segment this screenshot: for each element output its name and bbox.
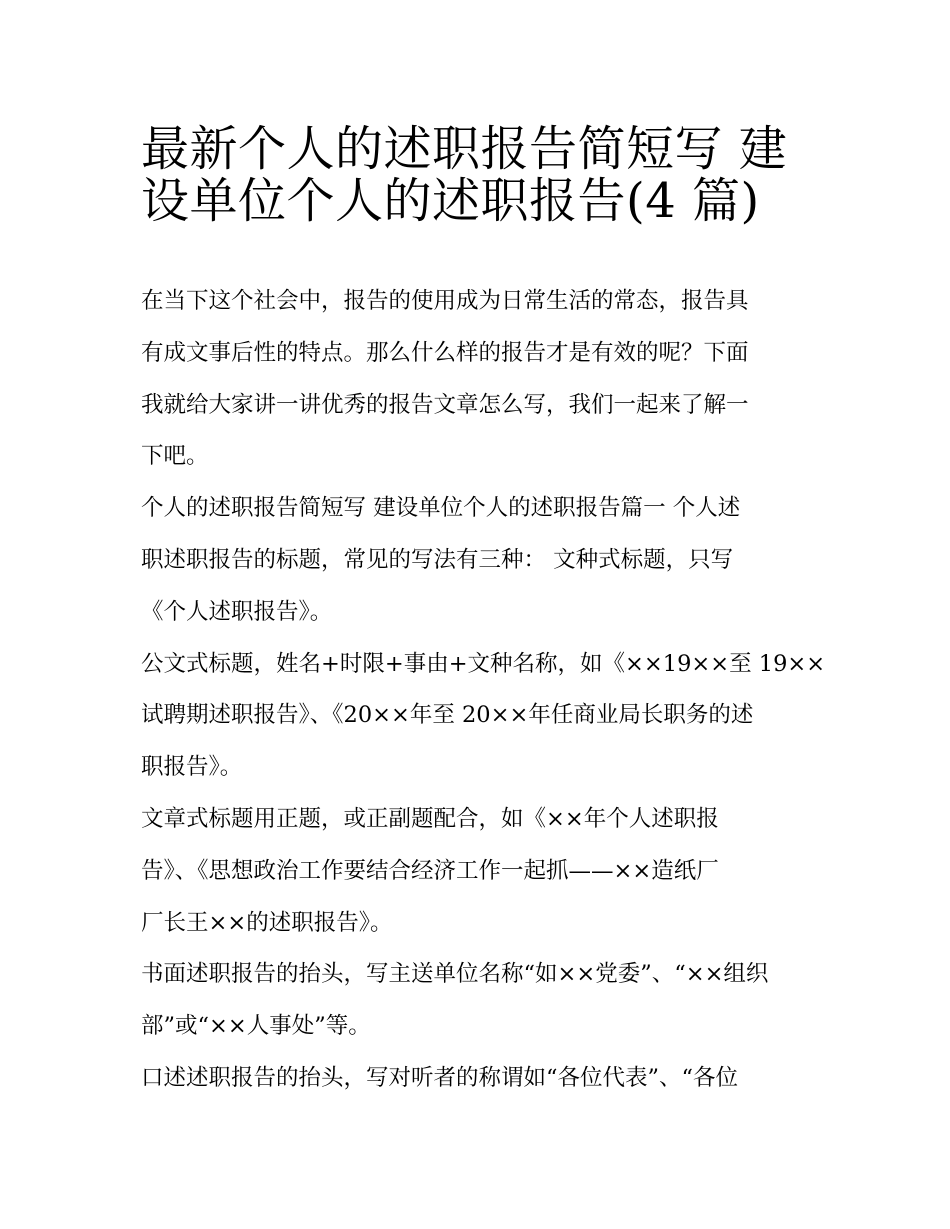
body-line: 书面述职报告的抬头，写主送单位名称“如××党委”、“××组织 bbox=[141, 961, 769, 988]
document-body bbox=[141, 276, 826, 1105]
body-line: 口述述职报告的抬头，写对听者的称谓如“各位代表”、“各位 bbox=[141, 1064, 739, 1091]
body-line: 厂长王××的述职报告》。 bbox=[141, 909, 393, 936]
body-line: 《个人述职报告》。 bbox=[141, 598, 333, 625]
body-line: 试聘期述职报告》、《20××年至 20××年任商业局长职务的述 bbox=[141, 702, 754, 729]
title-line: 设单位个人的述职报告(4 篇) bbox=[141, 172, 760, 229]
body-line: 有成文事后性的特点。那么什么样的报告才是有效的呢？下面 bbox=[141, 339, 749, 366]
body-line: 在当下这个社会中，报告的使用成为日常生活的常态，报告具 bbox=[141, 288, 749, 314]
body-line: 职述职报告的标题，常见的写法有三种： 文种式标题，只写 bbox=[141, 546, 734, 573]
body-line: 个人的述职报告简短写 建设单位个人的述职报告篇一 个人述 bbox=[141, 495, 741, 522]
body-line: 下吧。 bbox=[141, 443, 209, 470]
body-line: 职报告》。 bbox=[141, 754, 243, 781]
body-line: 文章式标题用正题，或正副题配合，如《××年个人述职报 bbox=[141, 805, 719, 832]
title-line: 最新个人的述职报告简短写 建 bbox=[141, 121, 788, 177]
body-line: 告》、《思想政治工作要结合经济工作一起抓——××造纸厂 bbox=[141, 857, 719, 884]
body-line: 公文式标题，姓名+时限+事由+文种名称，如《××19××至 19×× bbox=[141, 650, 826, 677]
document-title bbox=[141, 112, 821, 229]
body-line: 我就给大家讲一讲优秀的报告文章怎么写，我们一起来了解一 bbox=[141, 391, 749, 418]
body-line: 部”或“××人事处”等。 bbox=[141, 1013, 371, 1040]
